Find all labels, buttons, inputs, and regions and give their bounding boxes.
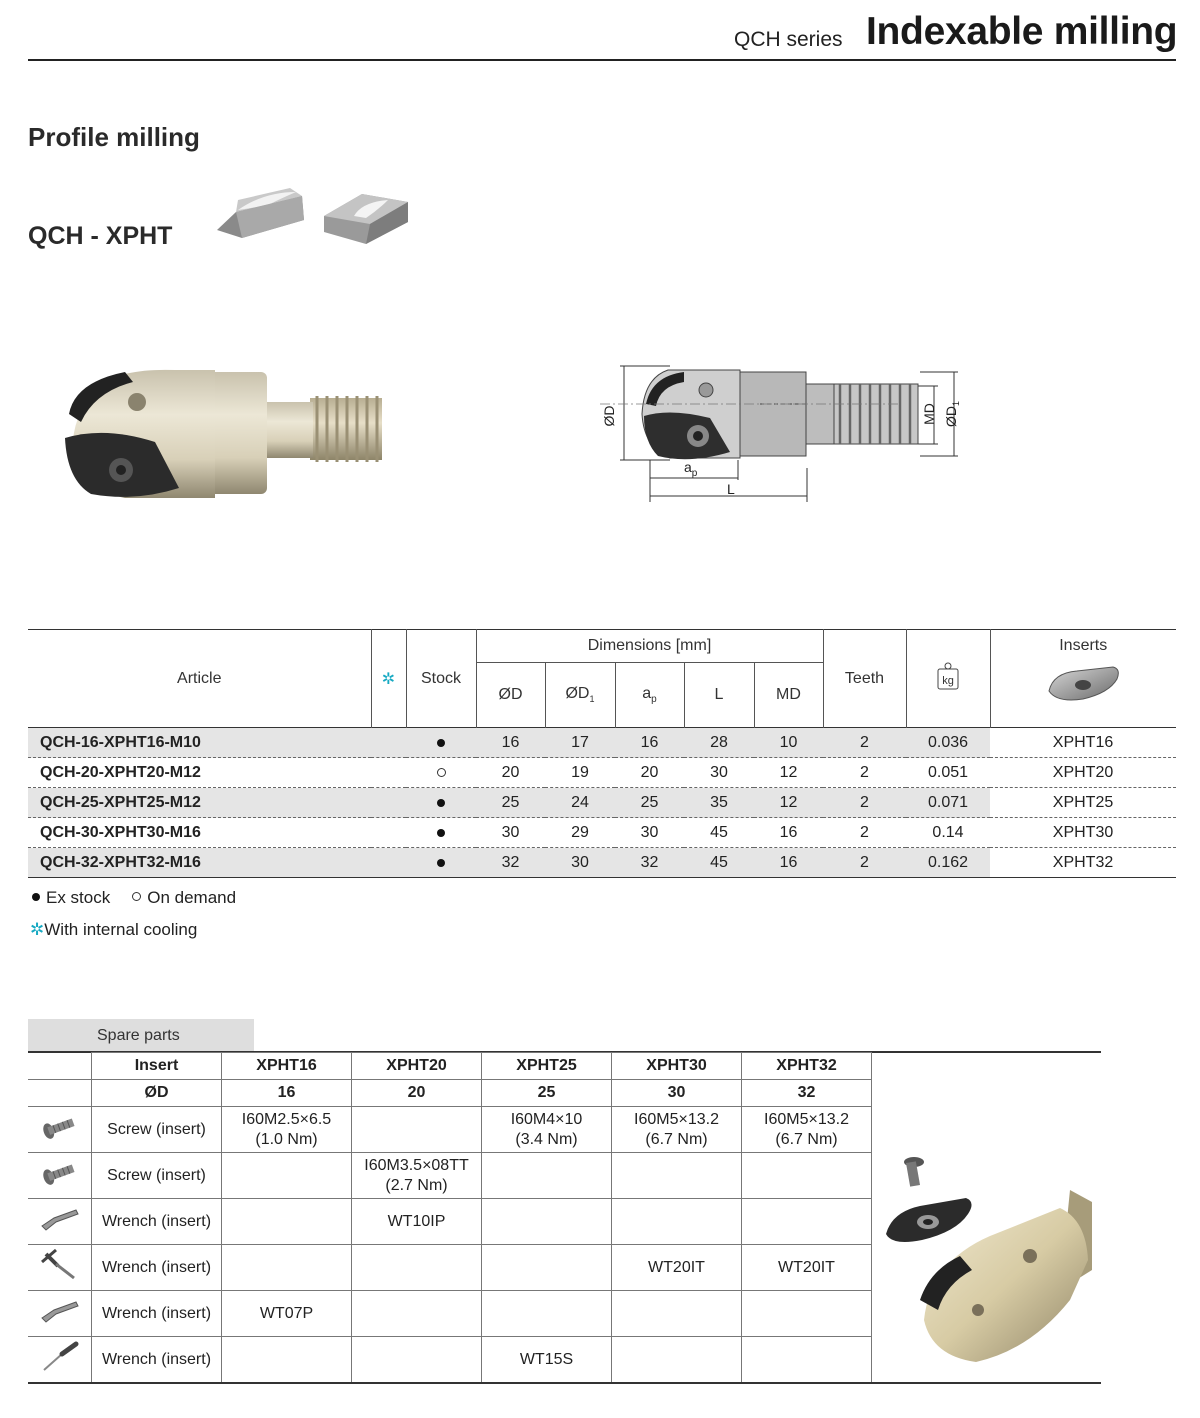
wrench-icon <box>28 1199 92 1245</box>
spare-part-cell <box>222 1153 352 1199</box>
cutter-product-image <box>55 360 395 510</box>
cell-d1: 24 <box>545 788 615 818</box>
col-stock: Stock <box>406 630 476 728</box>
inserts-label: Inserts <box>1059 637 1108 654</box>
col-teeth: Teeth <box>823 630 906 728</box>
col-d: ØD <box>476 663 545 728</box>
stock-legend <box>32 888 236 908</box>
wrench-icon <box>28 1291 92 1337</box>
ex-stock-dot <box>437 859 445 867</box>
col-d1: $ØD_1$ <box>545 663 615 728</box>
cell-insert: XPHT30 <box>990 818 1176 848</box>
spare-part-name: Wrench (insert) <box>92 1291 222 1337</box>
spare-part-name: Wrench (insert) <box>92 1245 222 1291</box>
spare-part-cell <box>482 1153 612 1199</box>
spare-part-cell <box>222 1337 352 1383</box>
spare-insert-col: XPHT20 <box>352 1053 482 1080</box>
cell-weight: 0.14 <box>906 818 990 848</box>
spare-part-cell <box>482 1245 612 1291</box>
stock-indicator <box>406 758 476 788</box>
workpiece-pictograms <box>212 182 422 248</box>
screwdriver-icon <box>28 1337 92 1383</box>
cell-weight: 0.162 <box>906 848 990 878</box>
weight-unit: kg <box>942 675 954 687</box>
spare-part-cell <box>482 1291 612 1337</box>
cell-md: 16 <box>754 818 823 848</box>
article-row <box>28 758 1176 788</box>
spare-part-cell <box>742 1337 872 1383</box>
spare-parts-bottom-rule <box>28 1382 1101 1384</box>
cell-d1: 29 <box>545 818 615 848</box>
cell-l: 28 <box>684 728 754 758</box>
spare-diameter: 16 <box>222 1080 352 1107</box>
cell-l: 30 <box>684 758 754 788</box>
cell-ap: 16 <box>615 728 684 758</box>
cell-ap: 25 <box>615 788 684 818</box>
internal-cooling-icon: ✲ <box>30 920 45 939</box>
insert-part-icon <box>886 1198 972 1242</box>
article-code: QCH-32-XPHT32-M16 <box>28 848 406 878</box>
stock-indicator <box>406 788 476 818</box>
insert-icon <box>1043 663 1123 703</box>
spare-part-cell: I60M2.5×6.5 (1.0 Nm) <box>222 1107 352 1153</box>
article-code: QCH-16-XPHT16-M10 <box>28 728 406 758</box>
spare-part-cell <box>352 1291 482 1337</box>
screw-part-icon <box>904 1157 924 1187</box>
spare-insert-col: XPHT16 <box>222 1053 352 1080</box>
t-wrench-icon <box>28 1245 92 1291</box>
cell-d: 25 <box>476 788 545 818</box>
cell-d1: 17 <box>545 728 615 758</box>
ex-stock-label: Ex stock <box>46 888 111 907</box>
spare-part-name: Wrench (insert) <box>92 1337 222 1383</box>
drawing-label-d1: $ØD_1$ <box>943 400 961 428</box>
cell-l: 35 <box>684 788 754 818</box>
spare-part-cell: WT10IP <box>352 1199 482 1245</box>
section-title: Profile milling <box>28 122 200 152</box>
drawing-label-d: ØD <box>601 405 617 427</box>
product-code: QCH - XPHT <box>28 222 173 250</box>
cell-weight: 0.071 <box>906 788 990 818</box>
spare-part-cell: WT20IT <box>612 1245 742 1291</box>
on-demand-label: On demand <box>147 888 237 907</box>
spare-part-cell <box>222 1199 352 1245</box>
cell-ap: 32 <box>615 848 684 878</box>
spare-diameter: 30 <box>612 1080 742 1107</box>
spare-part-cell <box>352 1337 482 1383</box>
cell-insert: XPHT16 <box>990 728 1176 758</box>
cell-insert: XPHT25 <box>990 788 1176 818</box>
stock-indicator <box>406 848 476 878</box>
cell-d: 32 <box>476 848 545 878</box>
cell-d: 30 <box>476 818 545 848</box>
drawing-label-ap: $a_p$ <box>684 459 698 479</box>
spare-insert-col: XPHT32 <box>742 1053 872 1080</box>
article-code: QCH-25-XPHT25-M12 <box>28 788 406 818</box>
spare-part-cell: I60M5×13.2 (6.7 Nm) <box>612 1107 742 1153</box>
col-weight <box>906 630 990 728</box>
col-inserts <box>990 630 1176 728</box>
cell-insert: XPHT20 <box>990 758 1176 788</box>
ex-stock-dot <box>437 799 445 807</box>
cell-teeth: 2 <box>823 818 906 848</box>
spare-part-cell: I60M5×13.2 (6.7 Nm) <box>742 1107 872 1153</box>
stock-indicator <box>406 728 476 758</box>
assembly-image <box>880 1150 1100 1370</box>
cell-ap: 20 <box>615 758 684 788</box>
cell-d1: 30 <box>545 848 615 878</box>
spare-part-name: Screw (insert) <box>92 1107 222 1153</box>
col-l: L <box>684 663 754 728</box>
stock-indicator <box>406 818 476 848</box>
cell-insert: XPHT32 <box>990 848 1176 878</box>
profile-groove-icon <box>217 188 304 238</box>
spare-part-cell <box>352 1245 482 1291</box>
cell-teeth: 2 <box>823 848 906 878</box>
cell-md: 12 <box>754 758 823 788</box>
article-table <box>28 629 1176 878</box>
ex-stock-dot <box>437 739 445 747</box>
spare-part-name: Wrench (insert) <box>92 1199 222 1245</box>
cell-teeth: 2 <box>823 758 906 788</box>
weight-icon <box>936 661 960 691</box>
spare-diameter: 32 <box>742 1080 872 1107</box>
spare-insert-col: XPHT25 <box>482 1053 612 1080</box>
on-demand-ring <box>132 892 141 901</box>
cell-md: 12 <box>754 788 823 818</box>
page-title: Indexable milling <box>866 10 1178 53</box>
spare-part-cell <box>612 1199 742 1245</box>
screw-icon <box>28 1107 92 1153</box>
article-row <box>28 818 1176 848</box>
cell-d: 16 <box>476 728 545 758</box>
col-dimensions: Dimensions [mm] <box>476 630 823 663</box>
article-row <box>28 848 1176 878</box>
article-row <box>28 728 1176 758</box>
spare-part-cell: I60M4×10 (3.4 Nm) <box>482 1107 612 1153</box>
article-code: QCH-30-XPHT30-M16 <box>28 818 406 848</box>
ex-stock-dot <box>437 829 445 837</box>
spare-part-cell: I60M3.5×08TT (2.7 Nm) <box>352 1153 482 1199</box>
on-demand-ring <box>437 768 446 777</box>
cell-md: 10 <box>754 728 823 758</box>
spare-part-cell <box>612 1291 742 1337</box>
drawing-label-l: L <box>727 481 735 497</box>
cell-teeth: 2 <box>823 728 906 758</box>
spare-part-cell <box>352 1107 482 1153</box>
spare-part-cell <box>742 1199 872 1245</box>
cell-teeth: 2 <box>823 788 906 818</box>
pocket-block-icon <box>324 194 408 244</box>
spare-insert-col: XPHT30 <box>612 1053 742 1080</box>
internal-cooling-icon: ✲ <box>371 630 406 728</box>
cell-d1: 19 <box>545 758 615 788</box>
spare-part-cell: WT20IT <box>742 1245 872 1291</box>
spare-part-cell: WT15S <box>482 1337 612 1383</box>
cell-l: 45 <box>684 818 754 848</box>
spare-parts-label: Spare parts <box>97 1027 180 1044</box>
cell-md: 16 <box>754 848 823 878</box>
col-ap: $a_p$ <box>615 663 684 728</box>
cooling-legend <box>30 920 197 940</box>
cell-weight: 0.036 <box>906 728 990 758</box>
article-code: QCH-20-XPHT20-M12 <box>28 758 406 788</box>
insert-label: Insert <box>92 1053 222 1080</box>
spare-part-cell <box>612 1337 742 1383</box>
diameter-label: ØD <box>92 1080 222 1107</box>
col-article: Article <box>177 669 222 687</box>
cell-ap: 30 <box>615 818 684 848</box>
series-label: QCH series <box>734 28 843 51</box>
screw-icon <box>28 1153 92 1199</box>
spare-part-cell <box>222 1245 352 1291</box>
spare-diameter: 25 <box>482 1080 612 1107</box>
col-md: MD <box>754 663 823 728</box>
cell-weight: 0.051 <box>906 758 990 788</box>
spare-diameter: 20 <box>352 1080 482 1107</box>
spare-part-name: Screw (insert) <box>92 1153 222 1199</box>
spare-parts-tab <box>28 1019 254 1051</box>
drawing-label-md: MD <box>921 403 937 425</box>
cooling-label: With internal cooling <box>44 920 198 939</box>
cell-l: 45 <box>684 848 754 878</box>
spare-part-cell <box>742 1291 872 1337</box>
spare-part-cell <box>482 1199 612 1245</box>
cell-d: 20 <box>476 758 545 788</box>
ex-stock-dot <box>32 893 40 901</box>
spare-part-cell: WT07P <box>222 1291 352 1337</box>
spare-part-cell <box>612 1153 742 1199</box>
spare-part-cell <box>742 1153 872 1199</box>
technical-drawing <box>600 356 980 506</box>
article-row <box>28 788 1176 818</box>
header-divider <box>28 59 1176 61</box>
